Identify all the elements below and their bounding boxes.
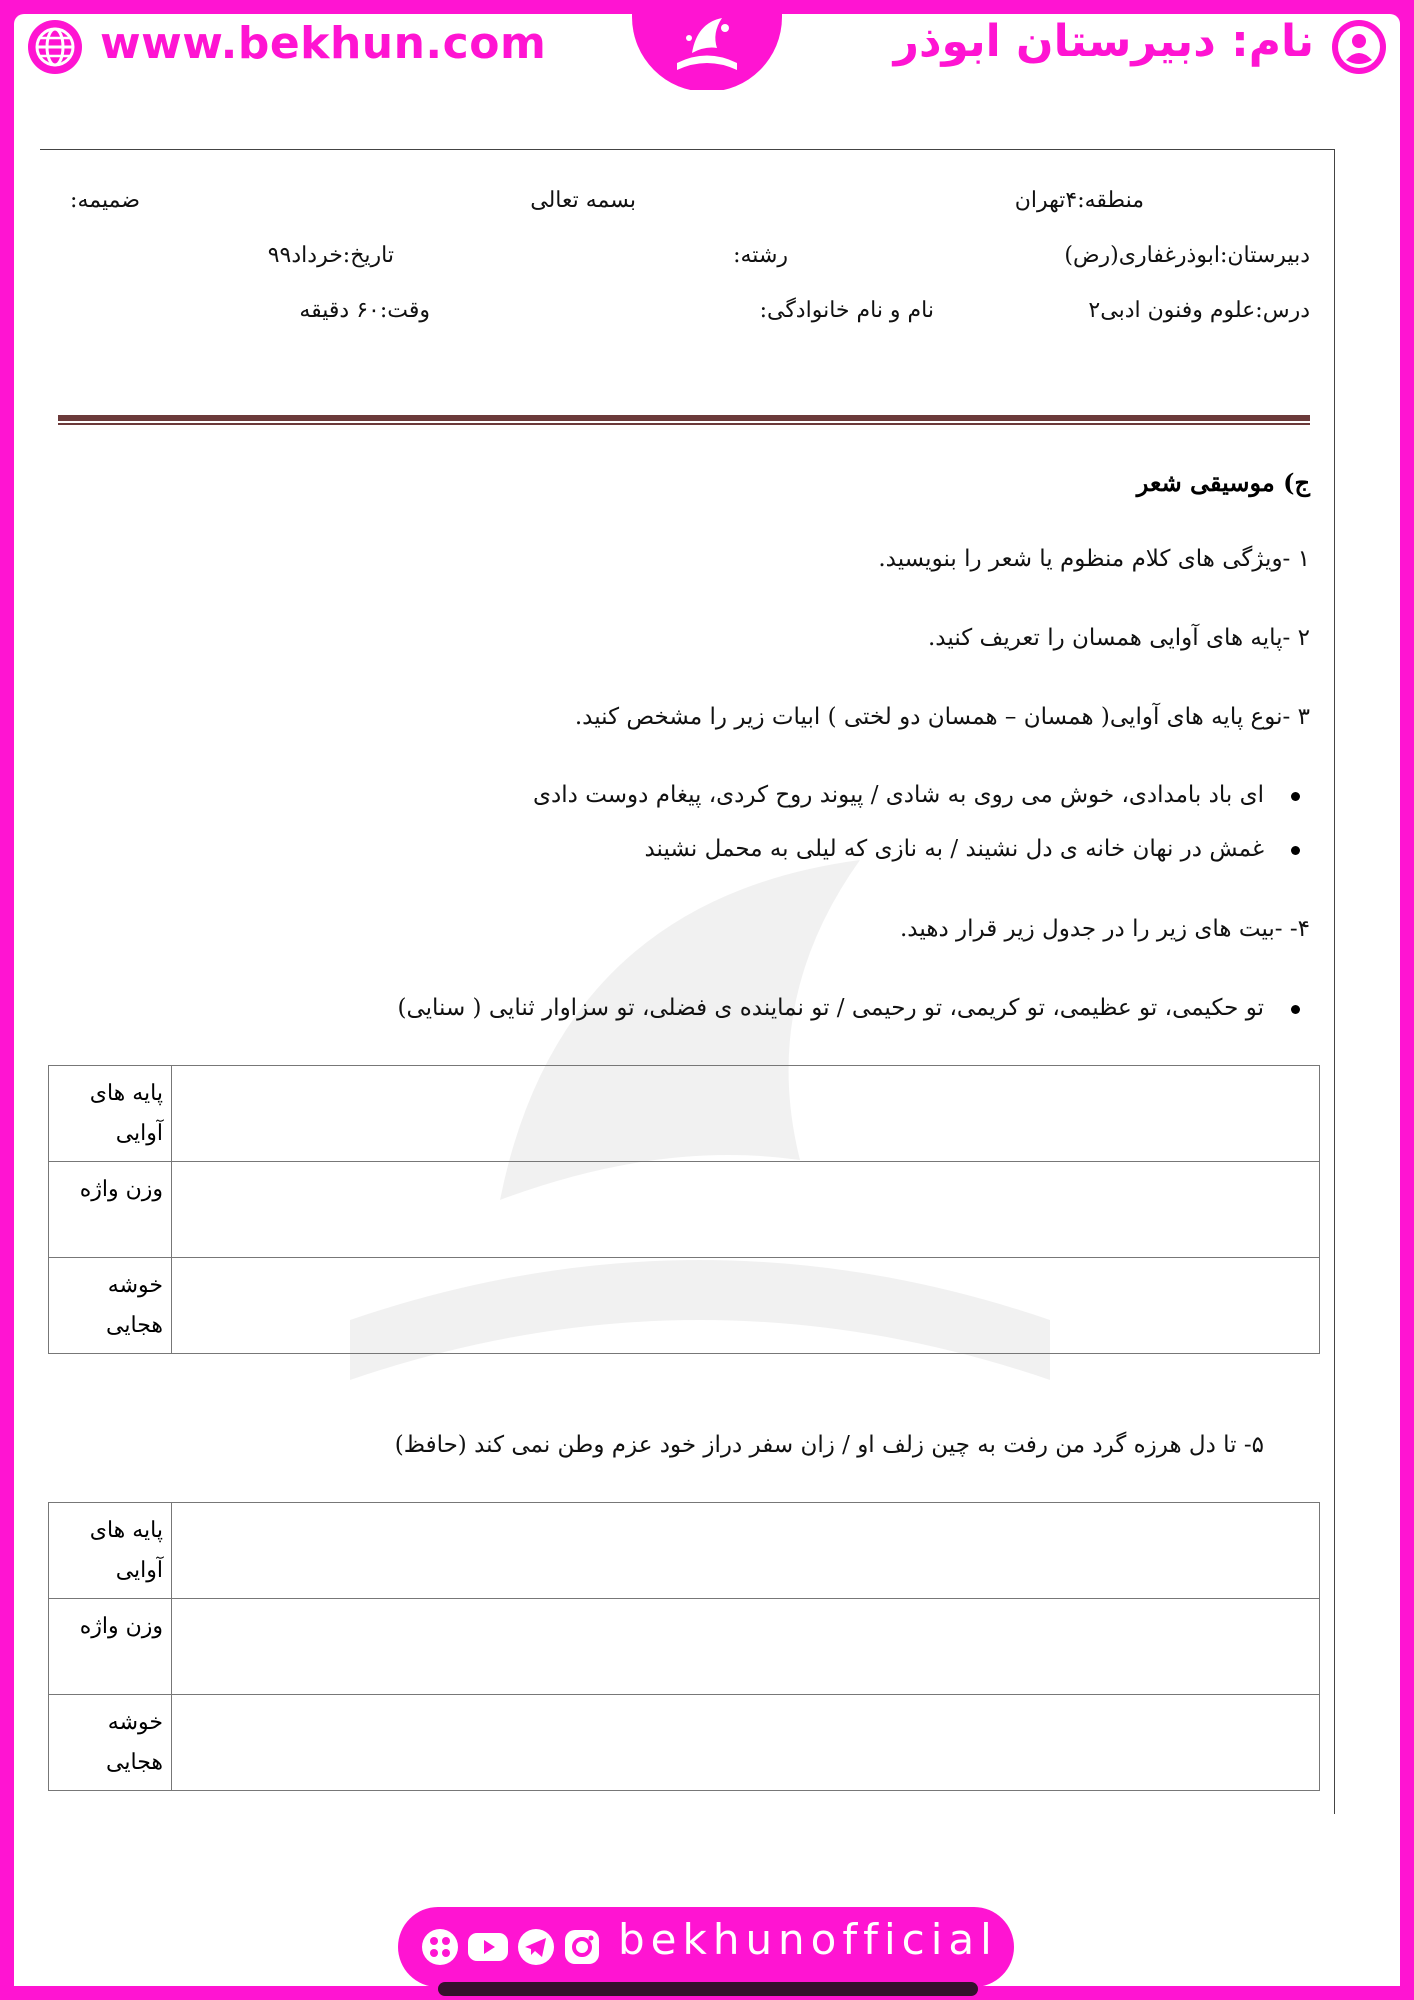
verse-text: غمش در نهان خانه ی دل نشیند / به نازی که لیلی به محمل نشیند bbox=[644, 836, 1264, 862]
basmala-label: بسمه تعالی bbox=[530, 188, 636, 213]
social-footer bbox=[398, 1907, 1014, 1987]
region-label: منطقه:۴تهران bbox=[1014, 188, 1144, 213]
header-divider bbox=[58, 415, 1310, 421]
answer-table-1 bbox=[48, 1065, 1320, 1354]
list-item bbox=[644, 836, 1264, 862]
question-4: ۴- -بیت های زیر را در جدول زیر قرار دهید. bbox=[900, 916, 1310, 942]
course-label: درس:علوم وفنون ادبی۲ bbox=[1088, 298, 1310, 323]
section-title: ج) موسیقی شعر bbox=[1136, 468, 1310, 497]
book-logo-icon bbox=[667, 8, 747, 84]
social-handle[interactable]: bekhunofficial bbox=[618, 1915, 998, 1964]
answer-cell[interactable] bbox=[172, 1599, 1320, 1695]
table-label: وزن واژه bbox=[49, 1162, 172, 1258]
answer-cell[interactable] bbox=[172, 1695, 1320, 1791]
table-label: پایه های آوایی bbox=[49, 1066, 172, 1162]
major-label: رشته: bbox=[733, 243, 788, 268]
instagram-icon[interactable] bbox=[562, 1927, 602, 1967]
table-row bbox=[49, 1162, 1320, 1258]
question-2: ۲ -پایه های آوایی همسان را تعریف کنید. bbox=[928, 625, 1310, 651]
student-name-label: نام و نام خانوادگی: bbox=[759, 298, 934, 323]
site-url[interactable]: www.bekhun.com bbox=[100, 18, 547, 69]
answer-cell[interactable] bbox=[172, 1258, 1320, 1354]
table-row bbox=[49, 1503, 1320, 1599]
attachment-label: ضمیمه: bbox=[70, 188, 140, 213]
question-5: ۵- تا دل هرزه گرد من رفت به چین زلف او / زان سفر دراز خود عزم وطن نمی کند (حافظ) bbox=[394, 1432, 1264, 1458]
table-row bbox=[49, 1695, 1320, 1791]
bullet-icon bbox=[1291, 792, 1300, 801]
top-rule bbox=[40, 149, 1334, 150]
list-item bbox=[533, 782, 1264, 808]
question-3: ۳ -نوع پایه های آوایی( همسان – همسان دو لختی ) ابیات زیر را مشخص کنید. bbox=[574, 704, 1310, 730]
time-label: وقت:۶۰ دقیقه bbox=[299, 298, 430, 323]
table-row bbox=[49, 1066, 1320, 1162]
answer-table-2 bbox=[48, 1502, 1320, 1791]
bullet-icon bbox=[1291, 846, 1300, 855]
verse-text: تو حکیمی، تو عظیمی، تو کریمی، تو رحیمی / تو نماینده ی فضلی، تو سزاوار ثنایی ( سنایی) bbox=[397, 995, 1264, 1021]
header-divider-thin bbox=[58, 423, 1310, 425]
table-row bbox=[49, 1599, 1320, 1695]
school-label: دبیرستان:ابوذرغفاری(رض) bbox=[1064, 243, 1310, 268]
table-row bbox=[49, 1258, 1320, 1354]
table-label: پایه های آوایی bbox=[49, 1503, 172, 1599]
answer-cell[interactable] bbox=[172, 1503, 1320, 1599]
school-title: نام: دبیرستان ابوذر bbox=[893, 16, 1314, 67]
question-1: ۱ -ویژگی های کلام منظوم یا شعر را بنویسید. bbox=[878, 546, 1310, 572]
table-label: خوشه هجایی bbox=[49, 1258, 172, 1354]
telegram-icon[interactable] bbox=[516, 1927, 556, 1967]
answer-cell[interactable] bbox=[172, 1066, 1320, 1162]
footer-shadow bbox=[438, 1982, 978, 1996]
answer-cell[interactable] bbox=[172, 1162, 1320, 1258]
globe-icon[interactable] bbox=[26, 18, 84, 76]
list-item bbox=[397, 995, 1264, 1021]
table-label: وزن واژه bbox=[49, 1599, 172, 1695]
table-label: خوشه هجایی bbox=[49, 1695, 172, 1791]
aparat-icon[interactable] bbox=[420, 1927, 460, 1967]
bullet-icon bbox=[1291, 1005, 1300, 1014]
verse-text: ای باد بامدادی، خوش می روی به شادی / پیوند روح کردی، پیغام دوست دادی bbox=[533, 782, 1264, 808]
date-label: تاریخ:خرداد۹۹ bbox=[267, 243, 394, 268]
youtube-icon[interactable] bbox=[466, 1927, 510, 1967]
right-rule bbox=[1334, 149, 1335, 1814]
user-icon bbox=[1330, 18, 1388, 76]
